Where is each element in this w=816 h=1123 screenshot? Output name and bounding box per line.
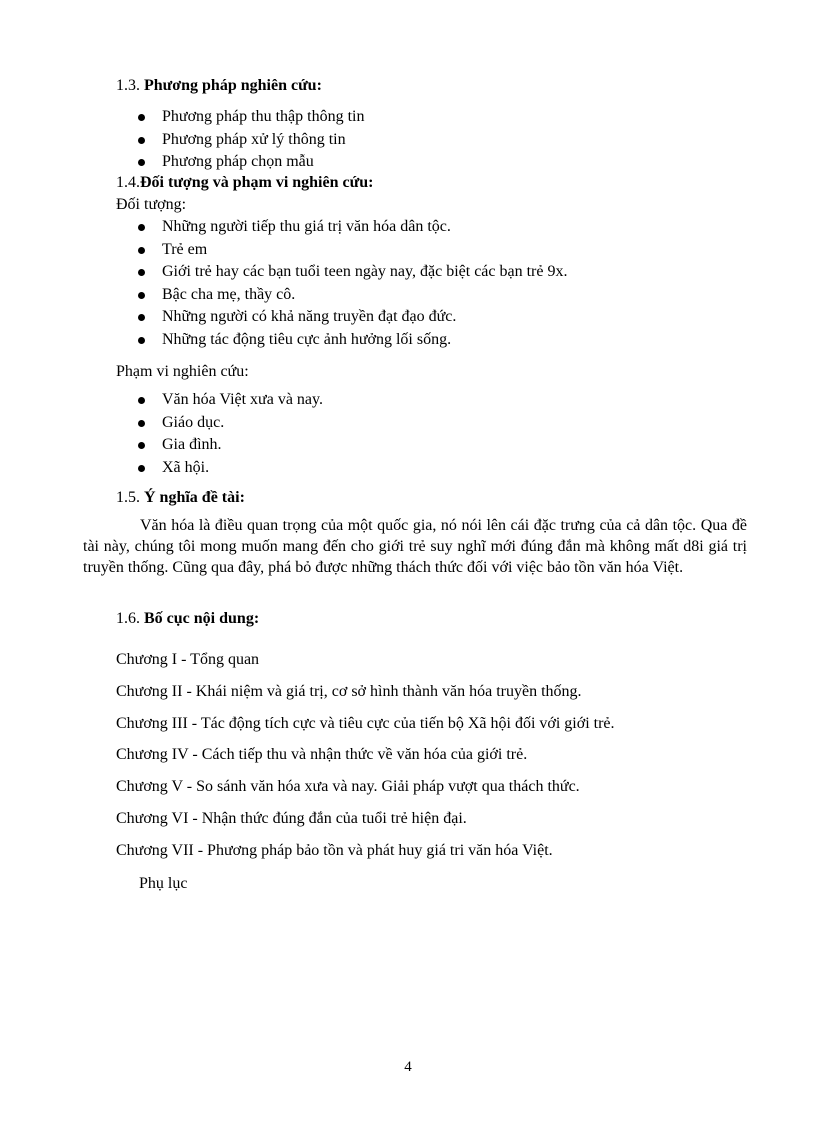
list-item: Những người tiếp thu giá trị văn hóa dân tộc. <box>134 216 567 239</box>
chapter-item: Chương II - Khái niệm và giá trị, cơ sở hình thành văn hóa truyền thống. <box>116 683 582 700</box>
list-item: Trẻ em <box>134 239 567 262</box>
section-1-5-heading <box>116 488 245 508</box>
appendix-label: Phụ lục <box>139 875 188 892</box>
subject-label: Đối tượng: <box>116 196 187 213</box>
section-title: Ý nghĩa đề tài: <box>144 489 245 506</box>
list-item: Giới trẻ hay các bạn tuổi teen ngày nay, đặc biệt các bạn trẻ 9x. <box>134 261 567 284</box>
scope-label: Phạm vi nghiên cứu: <box>116 363 249 380</box>
list-item: Phương pháp xử lý thông tin <box>134 129 364 152</box>
chapter-item: Chương IV - Cách tiếp thu và nhận thức về văn hóa của giới trẻ. <box>116 746 528 763</box>
chapter-item: Chương VI - Nhận thức đúng đắn của tuổi trẻ hiện đại. <box>116 810 467 827</box>
section-1-4-heading <box>116 173 373 193</box>
significance-paragraph <box>83 515 747 578</box>
chapter-item: Chương I - Tổng quan <box>116 651 260 668</box>
section-number: 1.5. <box>116 489 140 506</box>
list-item: Phương pháp thu thập thông tin <box>134 106 364 129</box>
chapter-item: Chương VII - Phương pháp bảo tồn và phát huy giá tri văn hóa Việt. <box>116 842 553 859</box>
subject-list <box>134 216 567 351</box>
section-title: Phương pháp nghiên cứu: <box>144 77 322 94</box>
chapter-item: Chương III - Tác động tích cực và tiêu cực của tiến bộ Xã hội đối với giới trẻ. <box>116 715 615 732</box>
page-number: 4 <box>404 1059 412 1075</box>
section-1-6-heading <box>116 609 259 629</box>
section-number: 1.3. <box>116 77 140 94</box>
research-methods-list <box>134 106 364 174</box>
list-item: Giáo dục. <box>134 412 323 435</box>
section-title: Bố cục nội dung: <box>144 610 260 627</box>
list-item: Phương pháp chọn mẫu <box>134 151 364 174</box>
list-item: Gia đình. <box>134 434 323 457</box>
section-1-3-heading <box>116 76 322 96</box>
list-item: Văn hóa Việt xưa và nay. <box>134 389 323 412</box>
list-item: Những người có khả năng truyền đạt đạo đức. <box>134 306 567 329</box>
section-number: 1.6. <box>116 610 140 627</box>
section-title: Đối tượng và phạm vi nghiên cứu: <box>140 174 374 191</box>
scope-list <box>134 389 323 479</box>
list-item: Bậc cha mẹ, thầy cô. <box>134 284 567 307</box>
paragraph-text: Văn hóa là điều quan trọng của một quốc gia, nó nói lên cái đặc trưng của cả dân tộc. Qua đề tài này, chúng tôi mong muốn mang đến cho giới trẻ suy nghĩ mới đúng đắn mà không mất d8i giá trị truyền thống. Cũng qua đây, phá bỏ được những thách thức đối với việc bảo tồn văn hóa Việt. <box>83 517 747 576</box>
list-item: Xã hội. <box>134 457 323 480</box>
chapter-item: Chương V - So sánh văn hóa xưa và nay. Giải pháp vượt qua thách thức. <box>116 778 580 795</box>
section-number: 1.4. <box>116 174 140 191</box>
list-item: Những tác động tiêu cực ảnh hưởng lối sống. <box>134 329 567 352</box>
